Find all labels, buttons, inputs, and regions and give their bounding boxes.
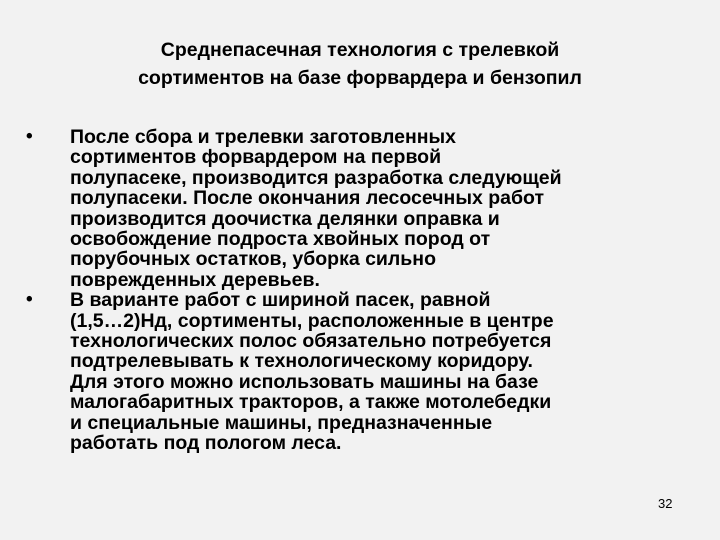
paragraph-line: поврежденных деревьев. [70, 268, 320, 291]
paragraph-line: сортиментов форвардером на первой [70, 146, 442, 169]
paragraph-line: работать под пологом леса. [70, 432, 342, 455]
paragraph-line: Для этого можно использовать машины на базе [70, 370, 539, 393]
bullet-paragraph [26, 290, 698, 453]
bullet-paragraph [26, 127, 698, 290]
paragraph-line: полупасеки. После окончания лесосечных работ [70, 187, 545, 210]
slide-title-line: сортиментов на базе форвардера и бензопил [138, 67, 582, 89]
slide-body [26, 127, 698, 454]
paragraph-line: производится доочистка делянки оправка и [70, 207, 500, 230]
bullet-icon: • [26, 289, 33, 311]
page-number: 32 [658, 496, 673, 511]
paragraph-line: полупасеке, производится разработка следующей [70, 166, 562, 189]
bullet-icon: • [26, 126, 33, 147]
paragraph-line: подтрелевывать к технологическому коридору. [70, 350, 533, 373]
paragraph-line: В варианте работ с шириной пасек, равной [70, 289, 491, 312]
paragraph-line: и специальные машины, предназначенные [70, 411, 493, 434]
paragraph-line: порубочных остатков, уборка сильно [70, 248, 436, 271]
paragraph-line: освобождение подроста хвойных пород от [70, 228, 491, 251]
slide-title-line: Среднепасечная технология с трелевкой [160, 39, 560, 61]
paragraph-line: малогабаритных тракторов, а также мотолебедки [70, 391, 552, 414]
paragraph-line: технологических полос обязательно потребуется [70, 330, 552, 353]
paragraph-line: (1,5…2)Нд, сортименты, расположенные в центре [70, 309, 554, 332]
slide-title [60, 36, 660, 92]
paragraph-line: После сбора и трелевки заготовленных [70, 126, 457, 148]
